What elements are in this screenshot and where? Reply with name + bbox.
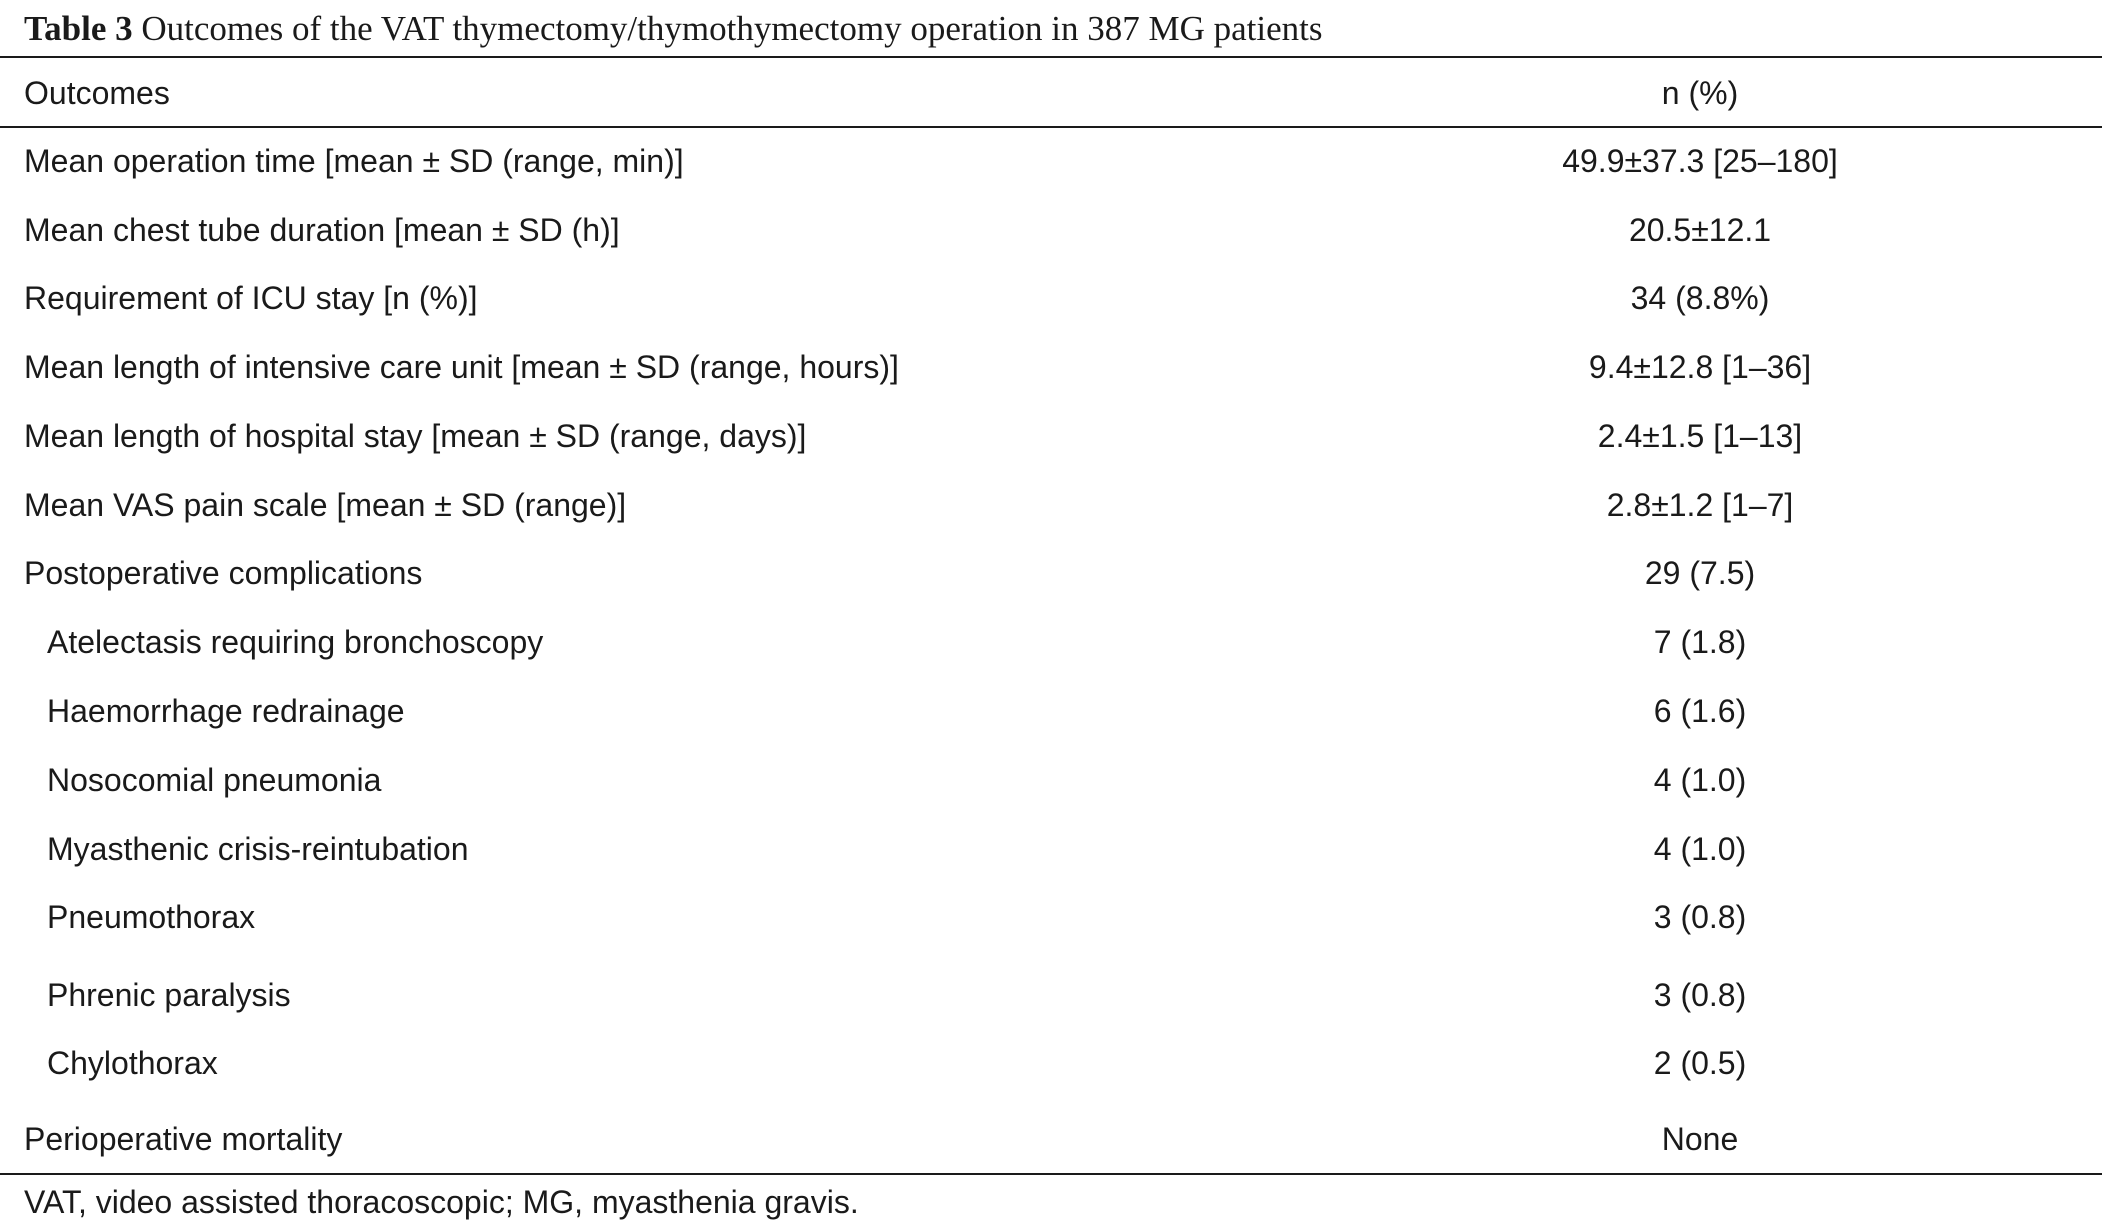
table-row <box>0 416 2102 456</box>
row-value: 49.9±37.3 [25–180] <box>1562 143 1838 179</box>
row-value: 2.4±1.5 [1–13] <box>1597 418 1803 454</box>
row-label: Nosocomial pneumonia <box>47 762 382 798</box>
row-label: Perioperative mortality <box>24 1121 343 1157</box>
column-header-outcomes: Outcomes <box>24 75 170 111</box>
row-value: 20.5±12.1 <box>1628 212 1772 248</box>
row-value: 2 (0.5) <box>1653 1045 1747 1081</box>
table-row <box>0 975 2102 1015</box>
table-row <box>0 347 2102 387</box>
row-value: 9.4±12.8 [1–36] <box>1588 349 1812 385</box>
row-label: Requirement of ICU stay [n (%)] <box>24 280 478 316</box>
row-value: 3 (0.8) <box>1653 977 1747 1013</box>
row-label: Mean VAS pain scale [mean ± SD (range)] <box>24 487 627 523</box>
table-row <box>0 897 2102 937</box>
row-label: Postoperative complications <box>24 555 423 591</box>
table-footnote: VAT, video assisted thoracoscopic; MG, myasthenia gravis. <box>24 1184 859 1220</box>
table-row <box>0 485 2102 525</box>
row-label: Mean length of intensive care unit [mean ± SD (range, hours)] <box>24 349 899 385</box>
row-value: 2.8±1.2 [1–7] <box>1606 487 1794 523</box>
table-row <box>0 829 2102 869</box>
table-row <box>0 1043 2102 1083</box>
row-label: Pneumothorax <box>47 899 256 935</box>
table-row <box>0 278 2102 318</box>
row-value: 3 (0.8) <box>1653 899 1747 935</box>
table-caption-text: Outcomes of the VAT thymectomy/thymothymectomy operation in 387 MG patients <box>141 9 1323 48</box>
row-label: Myasthenic crisis-reintubation <box>47 831 469 867</box>
row-value: 34 (8.8%) <box>1630 280 1770 316</box>
table-row <box>0 141 2102 181</box>
row-label: Mean operation time [mean ± SD (range, min)] <box>24 143 684 179</box>
table-caption <box>24 6 1322 51</box>
table-row <box>0 210 2102 250</box>
table-row <box>0 1119 2102 1159</box>
row-label: Phrenic paralysis <box>47 977 291 1013</box>
table-bottom-rule <box>0 1173 2102 1175</box>
row-label: Chylothorax <box>47 1045 218 1081</box>
row-value: 4 (1.0) <box>1653 831 1747 867</box>
row-value: 29 (7.5) <box>1644 555 1756 591</box>
row-label: Atelectasis requiring bronchoscopy <box>47 624 544 660</box>
row-label: Mean length of hospital stay [mean ± SD (range, days)] <box>24 418 807 454</box>
column-header-n-percent: n (%) <box>1661 75 1739 111</box>
table-header-rule <box>0 126 2102 128</box>
row-label: Haemorrhage redrainage <box>47 693 405 729</box>
table-row <box>0 553 2102 593</box>
table-caption-label: Table 3 <box>24 9 133 48</box>
table-row <box>0 691 2102 731</box>
table-row <box>0 622 2102 662</box>
row-value: None <box>1661 1121 1739 1157</box>
row-value: 4 (1.0) <box>1653 762 1747 798</box>
table-row <box>0 760 2102 800</box>
row-value: 7 (1.8) <box>1653 624 1747 660</box>
table-top-rule <box>0 56 2102 58</box>
row-value: 6 (1.6) <box>1653 693 1747 729</box>
table-header-row <box>0 73 2102 113</box>
row-label: Mean chest tube duration [mean ± SD (h)] <box>24 212 620 248</box>
